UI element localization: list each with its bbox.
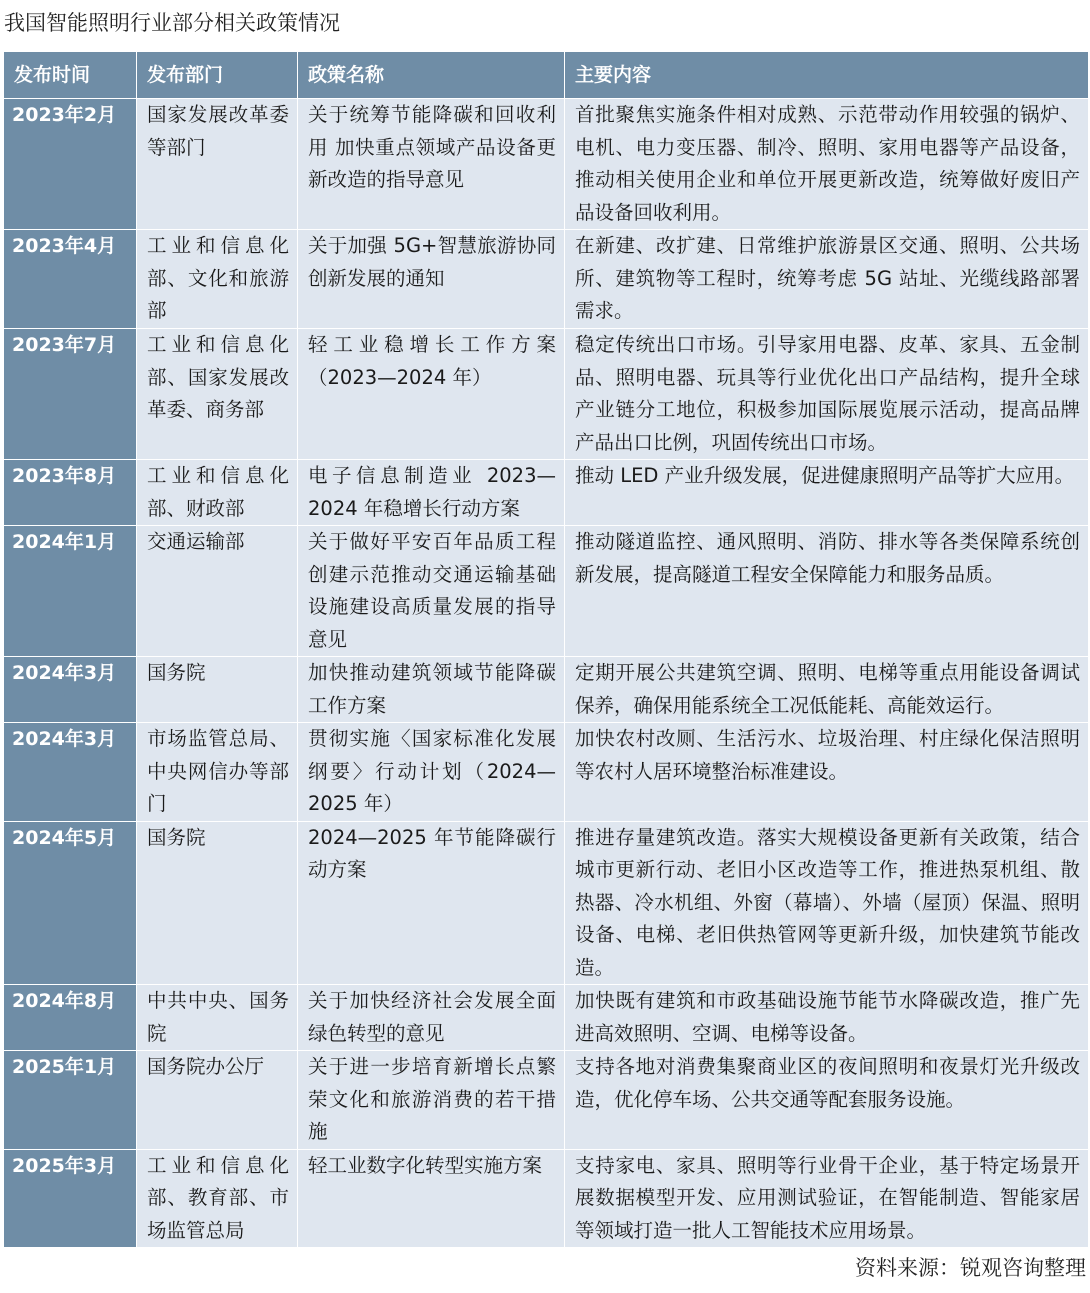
row-date: 2023年4月 [4, 230, 137, 329]
table-row [4, 657, 1089, 723]
table-row [4, 1149, 1089, 1248]
row-department: 中共中央、国务院 [137, 985, 298, 1051]
row-department: 市场监管总局、中央网信办等部门 [137, 723, 298, 822]
table-row [4, 1051, 1089, 1150]
policy-table [3, 51, 1089, 1248]
row-policy: 关于统筹节能降碳和回收利用 加快重点领域产品设备更新改造的指导意见 [298, 99, 565, 230]
table-row [4, 985, 1089, 1051]
row-department: 工业和信息化部、国家发展改革委、商务部 [137, 329, 298, 460]
row-date: 2023年7月 [4, 329, 137, 460]
row-date: 2024年1月 [4, 526, 137, 657]
table-row [4, 723, 1089, 822]
table-row [4, 526, 1089, 657]
row-date: 2023年8月 [4, 460, 137, 526]
row-department: 国务院 [137, 821, 298, 985]
row-department: 国务院 [137, 657, 298, 723]
row-content: 首批聚焦实施条件相对成熟、示范带动作用较强的锅炉、电机、电力变压器、制冷、照明、家用电器等产品设备，推动相关使用企业和单位开展更新改造，统筹做好废旧产品设备回收利用。 [565, 99, 1089, 230]
header-content: 主要内容 [565, 52, 1089, 99]
row-content: 支持各地对消费集聚商业区的夜间照明和夜景灯光升级改造，优化停车场、公共交通等配套服务设施。 [565, 1051, 1089, 1150]
header-policy: 政策名称 [298, 52, 565, 99]
row-date: 2023年2月 [4, 99, 137, 230]
row-content: 在新建、改扩建、日常维护旅游景区交通、照明、公共场所、建筑物等工程时，统筹考虑 5G 站址、光缆线路部署需求。 [565, 230, 1089, 329]
page-title: 我国智能照明行业部分相关政策情况 [4, 11, 340, 35]
table-row [4, 99, 1089, 230]
row-department: 国家发展改革委等部门 [137, 99, 298, 230]
row-policy: 关于加快经济社会发展全面绿色转型的意见 [298, 985, 565, 1051]
row-policy: 电子信息制造业 2023—2024 年稳增长行动方案 [298, 460, 565, 526]
row-policy: 轻工业稳增长工作方案（2023—2024 年） [298, 329, 565, 460]
row-policy: 轻工业数字化转型实施方案 [298, 1149, 565, 1248]
row-date: 2024年3月 [4, 657, 137, 723]
row-content: 加快农村改厕、生活污水、垃圾治理、村庄绿化保洁照明等农村人居环境整治标准建设。 [565, 723, 1089, 822]
row-department: 工业和信息化部、财政部 [137, 460, 298, 526]
row-date: 2025年1月 [4, 1051, 137, 1150]
row-date: 2024年5月 [4, 821, 137, 985]
row-department: 工业和信息化部、教育部、市场监管总局 [137, 1149, 298, 1248]
row-content: 推进存量建筑改造。落实大规模设备更新有关政策，结合城市更新行动、老旧小区改造等工作，推进热泵机组、散热器、冷水机组、外窗（幕墙）、外墙（屋顶）保温、照明设备、电梯、老旧供热管网等更新升级，加快建筑节能改造。 [565, 821, 1089, 985]
row-content: 推动隧道监控、通风照明、消防、排水等各类保障系统创新发展，提高隧道工程安全保障能力和服务品质。 [565, 526, 1089, 657]
row-policy: 2024—2025 年节能降碳行动方案 [298, 821, 565, 985]
row-policy: 关于加强 5G+智慧旅游协同创新发展的通知 [298, 230, 565, 329]
row-content: 推动 LED 产业升级发展，促进健康照明产品等扩大应用。 [565, 460, 1089, 526]
row-date: 2024年3月 [4, 723, 137, 822]
row-department: 交通运输部 [137, 526, 298, 657]
row-content: 定期开展公共建筑空调、照明、电梯等重点用能设备调试保养，确保用能系统全工况低能耗、高能效运行。 [565, 657, 1089, 723]
row-department: 国务院办公厅 [137, 1051, 298, 1150]
table-row [4, 460, 1089, 526]
row-date: 2024年8月 [4, 985, 137, 1051]
row-department: 工业和信息化部、文化和旅游部 [137, 230, 298, 329]
row-content: 加快既有建筑和市政基础设施节能节水降碳改造，推广先进高效照明、空调、电梯等设备。 [565, 985, 1089, 1051]
row-content: 支持家电、家具、照明等行业骨干企业，基于特定场景开展数据模型开发、应用测试验证，在智能制造、智能家居等领域打造一批人工智能技术应用场景。 [565, 1149, 1089, 1248]
header-date: 发布时间 [4, 52, 137, 99]
table-row [4, 821, 1089, 985]
header-department: 发布部门 [137, 52, 298, 99]
table-row [4, 329, 1089, 460]
row-date: 2025年3月 [4, 1149, 137, 1248]
row-content: 稳定传统出口市场。引导家用电器、皮革、家具、五金制品、照明电器、玩具等行业优化出口产品结构，提升全球产业链分工地位，积极参加国际展览展示活动，提高品牌产品出口比例，巩固传统出口市场。 [565, 329, 1089, 460]
row-policy: 贯彻实施〈国家标准化发展纲要〉行动计划（2024—2025 年） [298, 723, 565, 822]
row-policy: 关于做好平安百年品质工程创建示范推动交通运输基础设施建设高质量发展的指导意见 [298, 526, 565, 657]
source-note: 资料来源：锐观咨询整理 [855, 1256, 1086, 1280]
table-header-row [4, 52, 1089, 99]
row-policy: 加快推动建筑领域节能降碳工作方案 [298, 657, 565, 723]
table-row [4, 230, 1089, 329]
row-policy: 关于进一步培育新增长点繁荣文化和旅游消费的若干措施 [298, 1051, 565, 1150]
